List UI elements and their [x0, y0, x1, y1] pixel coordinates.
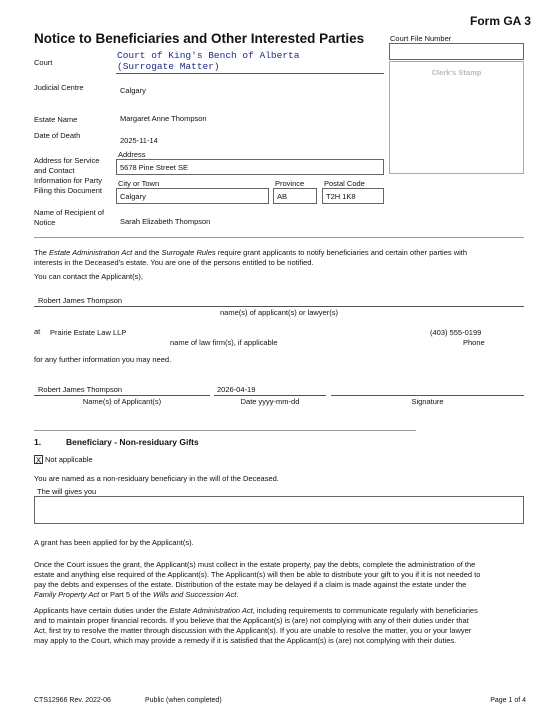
postal-label: Postal Code — [324, 179, 365, 188]
province-value: AB — [277, 192, 288, 201]
firm-value[interactable]: Prairie Estate Law LLP — [50, 328, 127, 337]
notice-paragraph: The Estate Administration Act and the Surrogate Rules require grant applicants to notify beneficiaries and certain other parties with interests in the Deceased's estate. You are one of the persons entitled to be notified. — [34, 248, 468, 267]
court-name-line2: (Surrogate Matter) — [117, 61, 220, 72]
recipient-label: Name of Recipient of Notice — [34, 208, 105, 227]
court-file-number-input[interactable] — [389, 43, 524, 60]
section-divider — [34, 237, 524, 238]
estate-name-label: Estate Name — [34, 115, 78, 124]
footer-page: Page 1 of 4 — [490, 697, 526, 704]
address-value: 5678 Pine Street SE — [120, 163, 188, 172]
form-number: Form GA 3 — [470, 14, 531, 28]
duties-paragraph: Applicants have certain duties under the Estate Administration Act, including requirements to communicate regularly with beneficiaries and to maintain proper financial records. If you believe that the Applicant(s) is (are) not complying with any of their duties under that Act, first try to resolve the matter through discussion with the Applicant(s). If you are unable to resolve the matter, you or your lawyer may apply to the Court, which may provide a remedy if it is satisfied that the Applicant(s) is (are) not complying with their duties. — [34, 606, 478, 645]
estate-name-value[interactable]: Margaret Anne Thompson — [120, 114, 207, 123]
applicant-caption: name(s) of applicant(s) or lawyer(s) — [220, 308, 338, 317]
province-label: Province — [275, 179, 305, 188]
not-applicable-label: Not applicable — [45, 455, 93, 464]
grant-paragraph: Once the Court issues the grant, the Applicant(s) must collect in the estate property, pay the debts, complete the administration of the estate and anything else required of the Applicant(s). The Applicant(s) will then be able to distribute your gift to you if it is not needed to pay the debts and expenses of the estate. Distribution of the estate may be delayed if a claim is made against the estate under the Family Property Act or Part 5 of the Wills and Succession Act. — [34, 560, 481, 599]
footer-code: CTS12966 Rev. 2022-06 — [34, 697, 111, 704]
sig-date-value[interactable]: 2026-04-19 — [217, 385, 256, 394]
city-value: Calgary — [120, 192, 146, 201]
applicant-value[interactable]: Robert James Thompson — [38, 296, 123, 305]
date-of-death-label: Date of Death — [34, 131, 81, 140]
address-service-label: Address for Service and Contact Information for Party Filing this Document — [34, 156, 102, 195]
date-of-death-value[interactable]: 2025-11-14 — [120, 136, 158, 145]
judicial-centre-value[interactable]: Calgary — [120, 86, 146, 95]
page-title: Notice to Beneficiaries and Other Interested Parties — [34, 31, 365, 46]
judicial-centre-label: Judicial Centre — [34, 83, 84, 92]
signature-caption: Signature — [411, 397, 444, 406]
city-label: City or Town — [118, 179, 160, 188]
section1-number: 1. — [34, 437, 42, 447]
clerk-stamp-box — [389, 61, 524, 174]
grant-applied: A grant has been applied for by the Applicant(s). — [34, 538, 194, 547]
further-info: for any further information you may need. — [34, 355, 172, 364]
will-gives-label: The will gives you — [37, 487, 97, 496]
section1-divider — [34, 430, 416, 431]
section1-heading: Beneficiary - Non-residuary Gifts — [66, 437, 199, 447]
not-applicable-checkbox[interactable]: X — [35, 456, 42, 465]
footer-status: Public (when completed) — [145, 697, 222, 704]
firm-caption: name of law firm(s), if applicable — [170, 338, 278, 347]
sig-date-underline — [214, 395, 326, 396]
recipient-value[interactable]: Sarah Elizabeth Thompson — [120, 217, 211, 226]
at-label: at — [34, 327, 41, 336]
address-input[interactable] — [116, 159, 384, 175]
court-label: Court — [34, 58, 53, 67]
phone-caption: Phone — [463, 338, 485, 347]
applicant-underline — [34, 306, 524, 307]
will-gives-input[interactable] — [34, 496, 524, 524]
court-name — [117, 50, 299, 72]
contact-intro: You can contact the Applicant(s), — [34, 272, 143, 281]
province-input[interactable] — [273, 188, 317, 204]
sig-name-underline — [34, 395, 210, 396]
signature-line[interactable] — [331, 395, 524, 396]
city-input[interactable] — [116, 188, 269, 204]
clerk-stamp-label: Clerk's Stamp — [431, 68, 482, 77]
sig-date-caption: Date yyyy-mm-dd — [240, 397, 300, 406]
court-file-label: Court File Number — [390, 34, 452, 43]
court-underline — [116, 73, 384, 74]
court-name-line1: Court of King's Bench of Alberta — [117, 50, 300, 61]
sig-name-value[interactable]: Robert James Thompson — [38, 385, 123, 394]
sig-name-caption: Name(s) of Applicant(s) — [82, 397, 162, 406]
named-text: You are named as a non-residuary beneficiary in the will of the Deceased. — [34, 474, 279, 483]
postal-input[interactable] — [322, 188, 384, 204]
phone-value[interactable]: (403) 555-0199 — [430, 328, 482, 337]
address-label: Address — [118, 150, 146, 159]
postal-value: T2H 1K8 — [326, 192, 356, 201]
